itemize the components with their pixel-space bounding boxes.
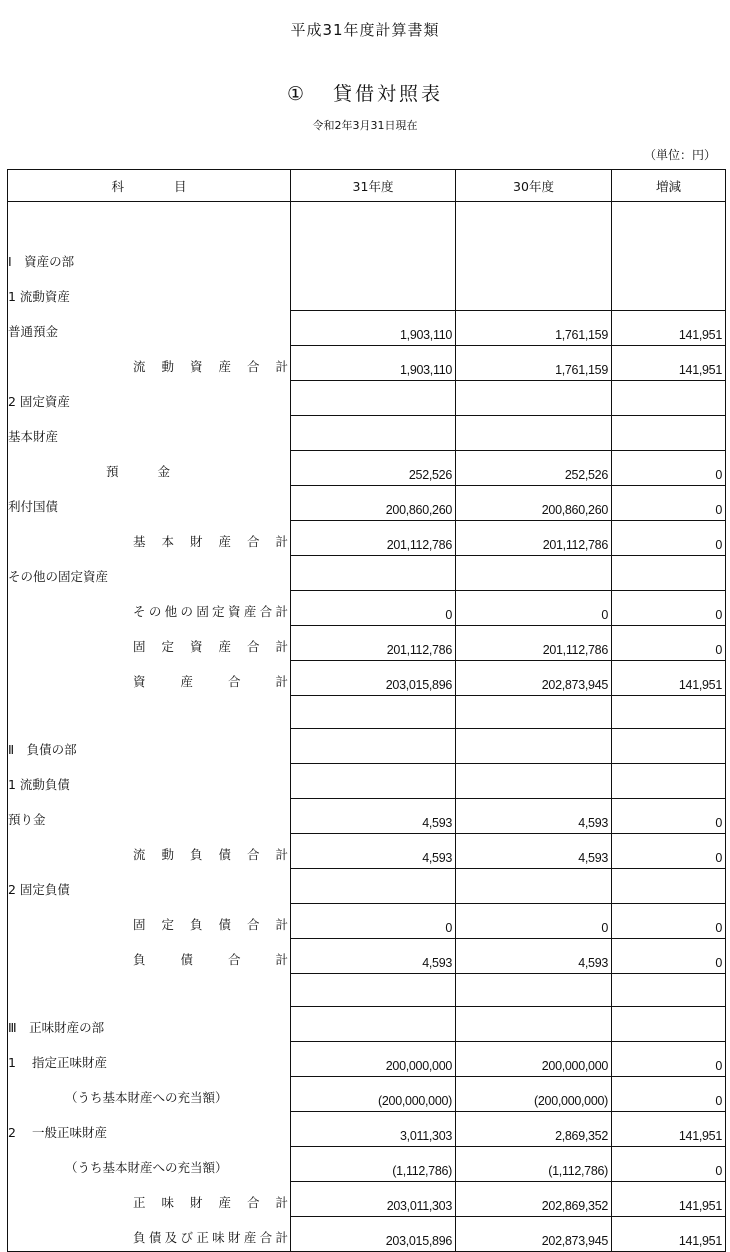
section-heading-net-assets: Ⅲ 正味財産の部	[8, 1006, 291, 1041]
table-row	[8, 485, 726, 520]
value-prior: 202,873,945	[456, 1216, 612, 1252]
value-current: 200,860,260	[291, 485, 456, 520]
row-label: 指定正味財産	[32, 1055, 108, 1070]
row-label: （うち基本財産への充当額）	[8, 1076, 291, 1111]
value-prior: 4,593	[456, 938, 612, 973]
table-row	[8, 695, 726, 728]
table-row	[8, 555, 726, 590]
row-label: その他の固定資産合計	[133, 604, 288, 619]
row-label: 基本財産合計	[133, 534, 288, 549]
table-row	[8, 660, 726, 695]
sheet-number: ①	[286, 83, 308, 105]
value-current: 0	[291, 903, 456, 938]
value-prior: 0	[456, 903, 612, 938]
value-change: 0	[612, 625, 726, 660]
table-row	[8, 1076, 726, 1111]
row-label: 正味財産合計	[133, 1195, 288, 1210]
value-prior: 201,112,786	[456, 520, 612, 555]
value-current: 4,593	[291, 938, 456, 973]
value-change: 0	[612, 798, 726, 833]
value-prior: 4,593	[456, 833, 612, 868]
value-current: (1,112,786)	[291, 1146, 456, 1181]
value-change: 0	[612, 485, 726, 520]
value-current: 1,903,110	[291, 310, 456, 345]
sheet-title-text: 貸借対照表	[333, 83, 444, 105]
table-row	[8, 833, 726, 868]
column-header-prior-year: 30年度	[456, 170, 612, 202]
as-of-date: 令和2年3月31日現在	[312, 119, 418, 132]
value-current: 3,011,303	[291, 1111, 456, 1146]
value-current: 203,015,896	[291, 660, 456, 695]
value-current: 201,112,786	[291, 625, 456, 660]
value-prior: 1,761,159	[456, 345, 612, 380]
row-label: 普通預金	[8, 310, 291, 345]
value-prior: 201,112,786	[456, 625, 612, 660]
balance-sheet-table	[7, 169, 726, 1252]
value-change: 141,951	[612, 310, 726, 345]
value-current: 203,011,303	[291, 1181, 456, 1216]
value-change: 141,951	[612, 345, 726, 380]
row-label: 預り金	[8, 798, 291, 833]
table-row	[8, 1006, 726, 1041]
row-number: 2	[8, 1125, 16, 1140]
value-prior: 200,860,260	[456, 485, 612, 520]
row-label: 資産合計	[133, 674, 288, 689]
value-prior: 0	[456, 590, 612, 625]
row-label: 流動負債合計	[133, 847, 288, 862]
table-row	[8, 1041, 726, 1076]
value-current: 200,000,000	[291, 1041, 456, 1076]
value-current: 252,526	[291, 450, 456, 485]
section-heading-assets: Ⅰ 資産の部	[8, 240, 291, 275]
table-row	[8, 202, 726, 241]
value-prior: (200,000,000)	[456, 1076, 612, 1111]
value-change: 0	[612, 833, 726, 868]
value-prior: 252,526	[456, 450, 612, 485]
unit-label: （単位：円）	[643, 148, 716, 162]
value-change: 0	[612, 1076, 726, 1111]
row-label: 固定資産合計	[133, 639, 288, 654]
value-prior: 202,873,945	[456, 660, 612, 695]
sheet-title	[0, 79, 730, 106]
table-row	[8, 625, 726, 660]
column-header-item: 科目	[8, 170, 291, 202]
table-row	[8, 1146, 726, 1181]
table-row	[8, 520, 726, 555]
value-current: (200,000,000)	[291, 1076, 456, 1111]
table-row	[8, 275, 726, 310]
value-prior: 2,869,352	[456, 1111, 612, 1146]
column-header-change: 増減	[612, 170, 726, 202]
value-current: 0	[291, 590, 456, 625]
value-change: 141,951	[612, 1181, 726, 1216]
value-change: 0	[612, 1041, 726, 1076]
subsection-fixed-liabilities: 2 固定負債	[8, 868, 291, 903]
value-current: 201,112,786	[291, 520, 456, 555]
value-change: 0	[612, 590, 726, 625]
value-prior: 202,869,352	[456, 1181, 612, 1216]
value-current: 4,593	[291, 833, 456, 868]
subsection-fixed-assets: 2 固定資産	[8, 380, 291, 415]
table-row	[8, 798, 726, 833]
section-heading-liabilities: Ⅱ 負債の部	[8, 728, 291, 763]
row-number: 1	[8, 1055, 16, 1070]
row-label: 負債合計	[133, 952, 288, 967]
table-row	[8, 1216, 726, 1252]
row-label: 負債及び正味財産合計	[133, 1230, 288, 1245]
value-change: 141,951	[612, 1111, 726, 1146]
table-row	[8, 763, 726, 798]
table-row	[8, 240, 726, 275]
table-row	[8, 310, 726, 345]
table-row	[8, 450, 726, 485]
value-prior: (1,112,786)	[456, 1146, 612, 1181]
value-change: 0	[612, 450, 726, 485]
value-change: 141,951	[612, 1216, 726, 1252]
value-change: 0	[612, 1146, 726, 1181]
table-row	[8, 380, 726, 415]
subsection-current-liabilities: 1 流動負債	[8, 763, 291, 798]
table-header-row	[8, 170, 726, 202]
row-label: 一般正味財産	[32, 1125, 108, 1140]
value-current: 203,015,896	[291, 1216, 456, 1252]
group-other-fixed-assets: その他の固定資産	[8, 555, 291, 590]
table-row	[8, 938, 726, 973]
value-prior: 200,000,000	[456, 1041, 612, 1076]
value-current: 1,903,110	[291, 345, 456, 380]
table-row	[8, 1181, 726, 1216]
table-row	[8, 415, 726, 450]
value-change: 0	[612, 903, 726, 938]
row-label: 流動資産合計	[133, 359, 288, 374]
column-header-current-year: 31年度	[291, 170, 456, 202]
group-basic-property: 基本財産	[8, 415, 291, 450]
table-row	[8, 345, 726, 380]
table-row	[8, 728, 726, 763]
value-prior: 4,593	[456, 798, 612, 833]
value-prior: 1,761,159	[456, 310, 612, 345]
subsection-current-assets: 1 流動資産	[8, 275, 291, 310]
table-row	[8, 590, 726, 625]
table-row	[8, 973, 726, 1006]
row-label: 固定負債合計	[133, 917, 288, 932]
value-change: 0	[612, 938, 726, 973]
table-row	[8, 868, 726, 903]
row-label: （うち基本財産への充当額）	[8, 1146, 291, 1181]
value-current: 4,593	[291, 798, 456, 833]
value-change: 0	[612, 520, 726, 555]
row-label: 利付国債	[8, 485, 291, 520]
document-title: 平成31年度計算書類	[290, 21, 440, 39]
row-label: 預金	[106, 464, 170, 479]
table-row	[8, 1111, 726, 1146]
value-change: 141,951	[612, 660, 726, 695]
table-row	[8, 903, 726, 938]
